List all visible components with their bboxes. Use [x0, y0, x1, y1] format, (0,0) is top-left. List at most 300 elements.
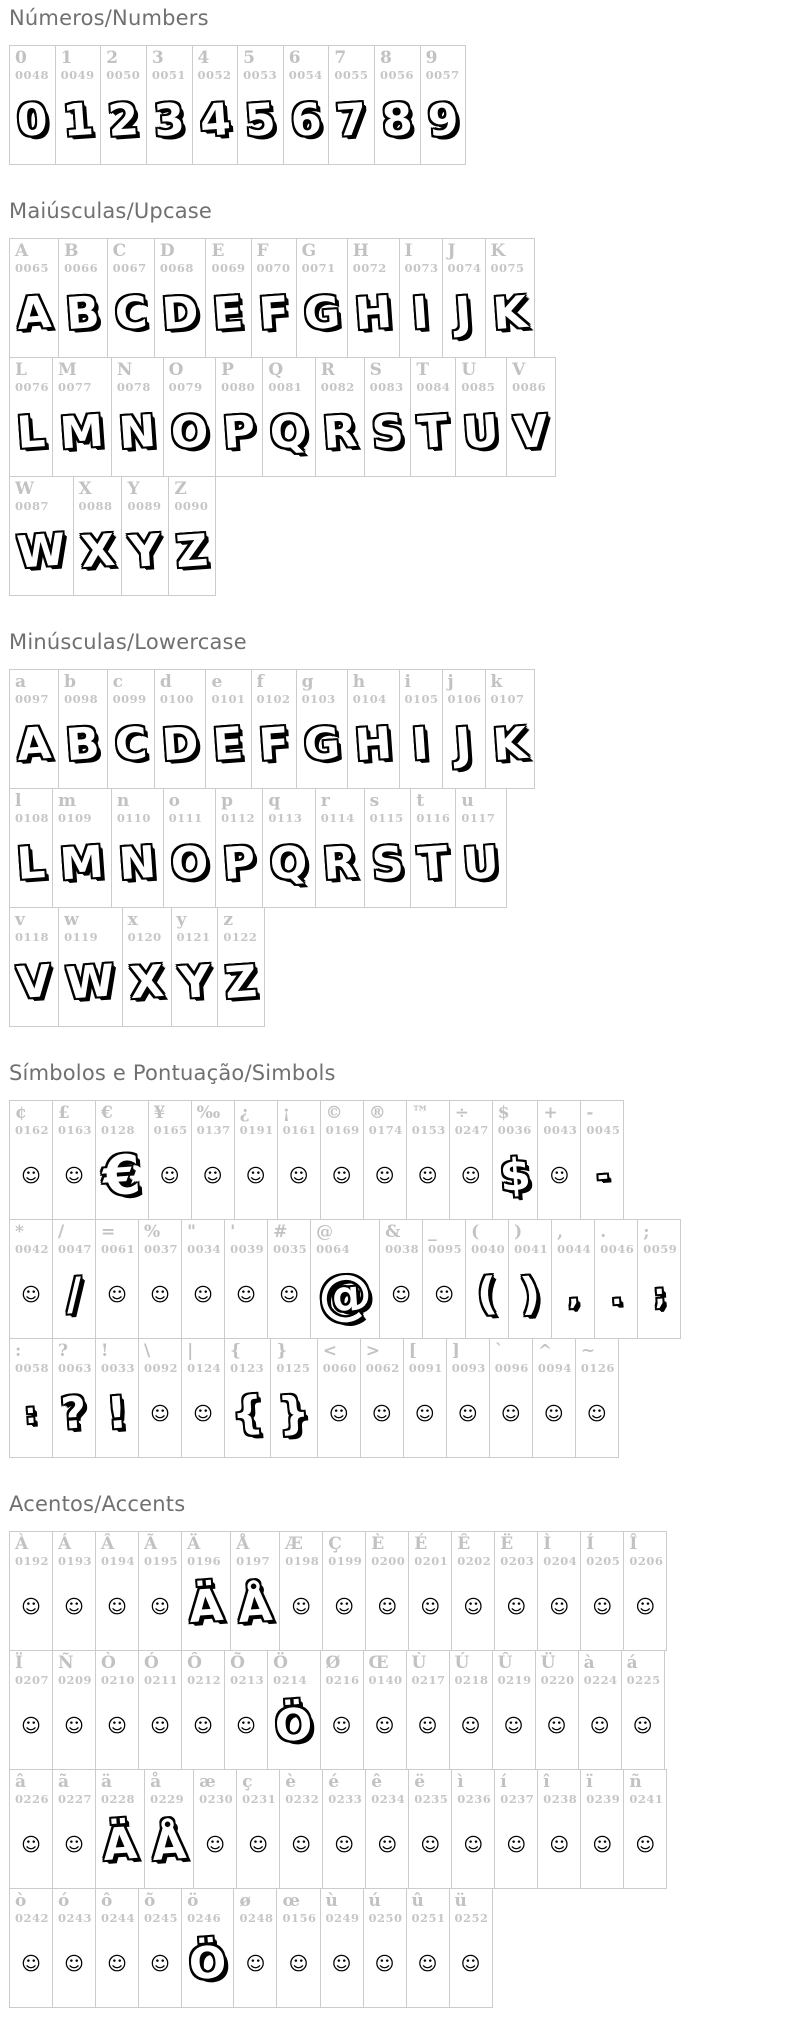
notdef-smiley-glyph: ☺ — [371, 1402, 392, 1425]
glyph-area — [10, 1687, 52, 1769]
char-cell-0071 — [296, 238, 348, 358]
unicode-code: 0071 — [301, 261, 336, 275]
glyph-area — [366, 1806, 408, 1888]
notdef-smiley-glyph: ☺ — [460, 1952, 481, 1975]
char-label: ÷ — [454, 1103, 469, 1123]
char-cell-0065 — [9, 238, 59, 358]
glyph-area — [452, 1568, 494, 1650]
glyph-area — [237, 1806, 279, 1888]
char-label: i — [404, 672, 411, 692]
glyph-area — [56, 82, 101, 164]
unicode-code: 0226 — [15, 1792, 50, 1806]
char-label: E — [211, 241, 225, 261]
char-label: ? — [58, 1341, 68, 1361]
char-cell-0229 — [144, 1769, 194, 1889]
glyph-area — [507, 394, 555, 476]
char-cell-0252 — [449, 1888, 493, 2008]
font-glyph: V — [15, 955, 53, 1010]
notdef-smiley-glyph: ☺ — [21, 1164, 41, 1187]
glyph-area — [297, 706, 347, 788]
char-cell-0224 — [578, 1650, 622, 1770]
char-row — [9, 669, 810, 789]
section-title-accents: Acentos/Accents — [9, 1492, 186, 1516]
char-cell-0083 — [364, 357, 412, 477]
font-glyph: C — [112, 717, 149, 772]
notdef-smiley-glyph: ☺ — [334, 1595, 355, 1618]
glyph-area — [493, 1137, 538, 1219]
unicode-code: 0074 — [447, 261, 482, 275]
char-cell-0196 — [181, 1531, 231, 1651]
char-cell-0095 — [422, 1219, 466, 1339]
unicode-code: 0174 — [368, 1123, 403, 1137]
char-row — [9, 1650, 810, 1770]
char-cell-0038 — [379, 1219, 423, 1339]
section-symbols — [9, 1061, 810, 1458]
unicode-code: 0120 — [127, 930, 162, 944]
char-label: ™ — [411, 1103, 429, 1123]
unicode-code: 0091 — [408, 1361, 443, 1375]
glyph-area — [486, 275, 534, 357]
font-glyph: $ — [497, 1148, 533, 1203]
char-label: ] — [451, 1341, 460, 1361]
char-label: l — [15, 791, 22, 811]
unicode-code: 0068 — [159, 261, 194, 275]
glyph-area — [101, 82, 146, 164]
glyph-area — [490, 1375, 532, 1457]
char-row — [9, 1769, 810, 1889]
font-glyph: Y — [176, 955, 213, 1010]
notdef-smiley-glyph: ☺ — [546, 1714, 567, 1737]
char-cell-0050 — [100, 45, 147, 165]
char-cell-0236 — [451, 1769, 495, 1889]
glyph-area — [96, 1806, 144, 1888]
char-cell-0156 — [276, 1888, 320, 2008]
unicode-code: 0201 — [414, 1554, 449, 1568]
char-cell-0225 — [621, 1650, 665, 1770]
unicode-code: 0163 — [58, 1123, 93, 1137]
glyph-area — [10, 1256, 52, 1338]
font-glyph: J — [453, 718, 474, 771]
glyph-area — [595, 1256, 637, 1338]
font-glyph: F — [256, 718, 291, 771]
char-label: õ — [144, 1891, 156, 1911]
unicode-code: 0084 — [416, 380, 451, 394]
char-label: r — [320, 791, 330, 811]
notdef-smiley-glyph: ☺ — [328, 1402, 349, 1425]
char-cell-0105 — [399, 669, 443, 789]
char-cell-0161 — [277, 1100, 321, 1220]
font-glyph: O — [168, 836, 210, 891]
char-cell-0137 — [191, 1100, 235, 1220]
char-row — [9, 357, 810, 477]
char-cell-0100 — [154, 669, 207, 789]
char-label: è — [285, 1772, 297, 1792]
font-glyph: W — [64, 955, 117, 1010]
section-title-numbers: Números/Numbers — [9, 6, 209, 30]
char-cell-0076 — [9, 357, 53, 477]
char-label: ô — [101, 1891, 113, 1911]
section-accents — [9, 1492, 810, 2008]
char-cell-0056 — [374, 45, 421, 165]
glyph-area — [364, 1687, 406, 1769]
glyph-area — [365, 825, 411, 907]
font-glyph: ( — [475, 1268, 499, 1321]
font-glyph: Å — [150, 1817, 188, 1872]
unicode-code: 0233 — [328, 1792, 363, 1806]
notdef-smiley-glyph: ☺ — [549, 1833, 570, 1856]
notdef-smiley-glyph: ☺ — [374, 1714, 395, 1737]
glyph-area — [466, 1256, 508, 1338]
unicode-code: 0137 — [196, 1123, 231, 1137]
glyph-area — [182, 1568, 230, 1650]
char-label: û — [411, 1891, 424, 1911]
glyph-area — [456, 825, 506, 907]
char-cell-0237 — [494, 1769, 538, 1889]
char-row — [9, 238, 810, 358]
unicode-code: 0112 — [221, 811, 256, 825]
glyph-area — [622, 1687, 664, 1769]
char-cell-0219 — [492, 1650, 536, 1770]
char-label: é — [328, 1772, 340, 1792]
glyph-area — [108, 706, 154, 788]
unicode-code: 0242 — [15, 1911, 50, 1925]
glyph-area — [139, 1687, 181, 1769]
glyph-area — [493, 1687, 535, 1769]
unicode-code: 0075 — [490, 261, 525, 275]
unicode-code: 0241 — [629, 1792, 664, 1806]
unicode-code: 0110 — [116, 811, 151, 825]
glyph-area — [182, 1256, 224, 1338]
char-label: * — [15, 1222, 24, 1242]
char-label: q — [268, 791, 281, 811]
char-cell-0078 — [111, 357, 164, 477]
char-cell-0123 — [224, 1338, 271, 1458]
char-row — [9, 476, 810, 596]
glyph-area — [10, 1806, 52, 1888]
char-label: | — [187, 1341, 194, 1361]
char-label: V — [512, 360, 526, 380]
font-glyph: K — [490, 286, 529, 341]
glyph-area — [263, 825, 314, 907]
font-glyph: I — [410, 287, 431, 340]
char-label: å — [150, 1772, 162, 1792]
char-cell-0205 — [580, 1531, 624, 1651]
char-label: z — [223, 910, 234, 930]
font-glyph: Q — [268, 836, 310, 891]
glyph-area — [456, 394, 506, 476]
glyph-area — [59, 275, 107, 357]
glyph-area — [112, 825, 163, 907]
unicode-code: 0118 — [15, 930, 50, 944]
unicode-code: 0069 — [211, 261, 246, 275]
notdef-smiley-glyph: ☺ — [377, 1595, 398, 1618]
unicode-code: 0119 — [64, 930, 99, 944]
unicode-code: 0109 — [58, 811, 93, 825]
char-label: ë — [414, 1772, 426, 1792]
char-label: A — [15, 241, 29, 261]
char-cell-0230 — [193, 1769, 237, 1889]
unicode-code: 0128 — [101, 1123, 136, 1137]
char-cell-0051 — [146, 45, 193, 165]
unicode-code: 0037 — [144, 1242, 179, 1256]
char-label: Á — [58, 1534, 72, 1554]
char-label: Õ — [230, 1653, 245, 1673]
char-cell-0040 — [465, 1219, 509, 1339]
char-label: ; — [643, 1222, 650, 1242]
char-cell-0044 — [551, 1219, 595, 1339]
char-cell-0193 — [52, 1531, 96, 1651]
glyph-area — [409, 1806, 451, 1888]
char-cell-0102 — [251, 669, 297, 789]
unicode-code: 0073 — [404, 261, 439, 275]
font-glyph: / — [64, 1268, 84, 1321]
char-label: ó — [58, 1891, 70, 1911]
unicode-code: 0213 — [230, 1673, 265, 1687]
char-label: œ — [282, 1891, 300, 1911]
font-glyph: T — [416, 406, 451, 459]
unicode-code: 0094 — [537, 1361, 572, 1375]
char-cell-0094 — [532, 1338, 576, 1458]
notdef-smiley-glyph: ☺ — [635, 1595, 656, 1618]
unicode-code: 0052 — [197, 68, 232, 82]
notdef-smiley-glyph: ☺ — [632, 1714, 653, 1737]
glyph-area — [123, 944, 171, 1026]
unicode-code: 0122 — [223, 930, 258, 944]
char-cell-0082 — [315, 357, 365, 477]
char-label: f — [256, 672, 264, 692]
glyph-area — [423, 1256, 465, 1338]
font-glyph: H — [352, 286, 394, 341]
font-glyph: L — [15, 406, 47, 459]
char-cell-0210 — [95, 1650, 139, 1770]
char-cell-0199 — [322, 1531, 366, 1651]
char-label: à — [583, 1653, 595, 1673]
char-label: } — [276, 1341, 288, 1361]
notdef-smiley-glyph: ☺ — [21, 1833, 41, 1856]
notdef-smiley-glyph: ☺ — [21, 1283, 41, 1306]
char-label: ï — [586, 1772, 593, 1792]
font-glyph: G — [301, 717, 342, 772]
glyph-area — [638, 1256, 680, 1338]
char-cell-0241 — [623, 1769, 667, 1889]
font-glyph: G — [301, 286, 342, 341]
char-cell-0212 — [181, 1650, 225, 1770]
font-glyph: ? — [59, 1387, 89, 1440]
unicode-code: 0203 — [500, 1554, 535, 1568]
unicode-code: 0097 — [15, 692, 50, 706]
unicode-code: 0106 — [447, 692, 482, 706]
char-label: Ò — [101, 1653, 116, 1673]
unicode-code: 0085 — [461, 380, 496, 394]
char-cell-0087 — [9, 476, 74, 596]
notdef-smiley-glyph: ☺ — [288, 1164, 309, 1187]
char-cell-0234 — [365, 1769, 409, 1889]
unicode-code: 0077 — [58, 380, 93, 394]
notdef-smiley-glyph: ☺ — [635, 1833, 656, 1856]
char-cell-0110 — [111, 788, 164, 908]
char-label: w — [64, 910, 79, 930]
char-label: Ù — [411, 1653, 427, 1673]
char-cell-0242 — [9, 1888, 53, 2008]
char-label: Œ — [368, 1653, 389, 1673]
char-cell-0116 — [410, 788, 456, 908]
notdef-smiley-glyph: ☺ — [288, 1952, 309, 1975]
char-label: o — [168, 791, 181, 811]
char-cell-0174 — [363, 1100, 407, 1220]
unicode-code: 0081 — [268, 380, 303, 394]
glyph-area — [96, 1687, 138, 1769]
char-label: # — [273, 1222, 288, 1242]
glyph-area — [380, 1256, 422, 1338]
font-glyph: Ä — [187, 1579, 225, 1634]
char-label: J — [447, 241, 456, 261]
font-glyph: 6 — [288, 93, 324, 148]
unicode-code: 0121 — [176, 930, 211, 944]
glyph-area — [182, 1925, 233, 2007]
char-cell-0062 — [360, 1338, 404, 1458]
char-label: , — [557, 1222, 564, 1242]
char-label: = — [101, 1222, 116, 1242]
unicode-code: 0115 — [369, 811, 404, 825]
glyph-area — [53, 1568, 95, 1650]
glyph-area — [53, 1375, 95, 1457]
glyph-area — [10, 944, 58, 1026]
unicode-code: 0217 — [411, 1673, 446, 1687]
unicode-code: 0232 — [285, 1792, 320, 1806]
char-cell-0115 — [364, 788, 412, 908]
char-cell-0169 — [320, 1100, 364, 1220]
glyph-area — [407, 1925, 449, 2007]
glyph-area — [139, 1375, 181, 1457]
char-cell-0064 — [310, 1219, 380, 1339]
notdef-smiley-glyph: ☺ — [245, 1952, 266, 1975]
char-cell-0055 — [328, 45, 375, 165]
char-label: À — [15, 1534, 29, 1554]
char-label: Ä — [187, 1534, 201, 1554]
font-glyph: E — [211, 287, 246, 340]
char-label: ¿ — [239, 1103, 250, 1123]
font-glyph: C — [112, 286, 149, 341]
char-label: U — [461, 360, 477, 380]
unicode-code: 0101 — [211, 692, 246, 706]
notdef-smiley-glyph: ☺ — [417, 1714, 438, 1737]
unicode-code: 0227 — [58, 1792, 93, 1806]
glyph-area — [10, 513, 73, 595]
char-label: ä — [101, 1772, 113, 1792]
char-cell-0153 — [406, 1100, 450, 1220]
char-label: p — [221, 791, 233, 811]
char-cell-0099 — [107, 669, 155, 789]
glyph-area — [538, 1806, 580, 1888]
unicode-code: 0244 — [101, 1911, 136, 1925]
char-label: u — [461, 791, 474, 811]
char-cell-0058 — [9, 1338, 53, 1458]
glyph-area — [486, 706, 534, 788]
char-label: s — [369, 791, 380, 811]
char-cell-0207 — [9, 1650, 53, 1770]
char-cell-0074 — [442, 238, 486, 358]
font-glyph: Å — [236, 1579, 274, 1634]
notdef-smiley-glyph: ☺ — [107, 1595, 127, 1618]
notdef-smiley-glyph: ☺ — [420, 1833, 441, 1856]
char-label: : — [15, 1341, 22, 1361]
char-label: " — [187, 1222, 196, 1242]
unicode-code: 0230 — [199, 1792, 234, 1806]
font-glyph: 9 — [425, 93, 460, 148]
char-cell-0113 — [262, 788, 315, 908]
char-cell-0238 — [537, 1769, 581, 1889]
font-glyph: B — [64, 717, 102, 772]
char-label: ^ — [537, 1341, 553, 1361]
font-glyph: K — [490, 717, 529, 772]
char-label: ¥ — [153, 1103, 166, 1123]
char-label: R — [320, 360, 335, 380]
char-cell-0250 — [363, 1888, 407, 2008]
glyph-area — [280, 1806, 322, 1888]
unicode-code: 0072 — [352, 261, 387, 275]
glyph-area — [443, 706, 485, 788]
char-cell-0034 — [181, 1219, 225, 1339]
unicode-code: 0105 — [404, 692, 439, 706]
glyph-area — [149, 1137, 191, 1219]
char-cell-0201 — [408, 1531, 452, 1651]
notdef-smiley-glyph: ☺ — [374, 1164, 395, 1187]
char-label: Ñ — [58, 1653, 74, 1673]
unicode-code: 0063 — [58, 1361, 93, 1375]
char-label: d — [159, 672, 172, 692]
font-glyph: X — [127, 955, 166, 1010]
unicode-code: 0051 — [151, 68, 186, 82]
unicode-code: 0246 — [187, 1911, 222, 1925]
glyph-area — [112, 394, 163, 476]
section-title-uppercase: Maiúsculas/Upcase — [9, 199, 213, 223]
unicode-code: 0054 — [288, 68, 323, 82]
glyph-area — [316, 394, 364, 476]
char-label: S — [369, 360, 382, 380]
glyph-area — [263, 394, 314, 476]
char-label: â — [15, 1772, 27, 1792]
glyph-area — [624, 1568, 666, 1650]
unicode-code: 0191 — [239, 1123, 274, 1137]
unicode-code: 0056 — [380, 68, 415, 82]
unicode-code: 0057 — [425, 68, 460, 82]
unicode-code: 0219 — [497, 1673, 532, 1687]
char-row — [9, 1531, 810, 1651]
glyph-area — [278, 1137, 320, 1219]
char-cell-0063 — [52, 1338, 96, 1458]
unicode-code: 0049 — [60, 68, 95, 82]
char-label: / — [58, 1222, 65, 1242]
font-glyph: M — [58, 836, 106, 891]
char-label: Ó — [144, 1653, 159, 1673]
unicode-code: 0212 — [187, 1673, 222, 1687]
notdef-smiley-glyph: ☺ — [331, 1164, 352, 1187]
char-cell-0057 — [420, 45, 467, 165]
glyph-area — [206, 275, 250, 357]
glyph-area — [284, 82, 329, 164]
notdef-smiley-glyph: ☺ — [414, 1402, 435, 1425]
char-cell-0251 — [406, 1888, 450, 2008]
char-cell-0198 — [279, 1531, 323, 1651]
glyph-area — [164, 394, 215, 476]
char-label: P — [221, 360, 234, 380]
char-cell-0039 — [224, 1219, 268, 1339]
unicode-code: 0252 — [454, 1911, 489, 1925]
unicode-code: 0196 — [187, 1554, 222, 1568]
char-label: á — [626, 1653, 638, 1673]
char-label: D — [159, 241, 175, 261]
glyph-area — [450, 1925, 492, 2007]
